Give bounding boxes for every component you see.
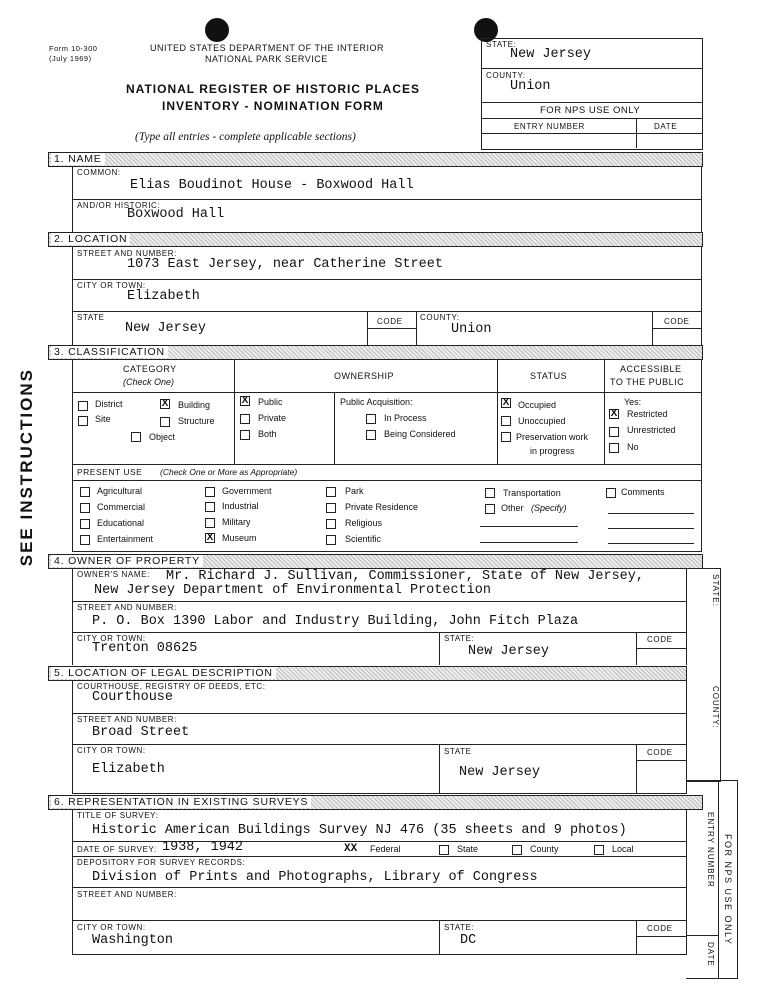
object-checkbox[interactable] [131, 432, 141, 442]
structure-label: Structure [178, 416, 215, 426]
depository-label: DEPOSITORY FOR SURVEY RECORDS: [77, 858, 246, 867]
educational-checkbox[interactable] [80, 519, 90, 529]
city-label: CITY OR TOWN: [77, 281, 146, 290]
date-label: DATE [654, 122, 678, 131]
survey-date: 1938, 1942 [162, 840, 244, 855]
category-header: CATEGORY [123, 364, 177, 374]
legal-street: Broad Street [92, 725, 190, 740]
accessible-header-2: TO THE PUBLIC [610, 377, 685, 387]
state-value: New Jersey [510, 47, 592, 62]
code-label: CODE [377, 317, 403, 326]
scientific-label: Scientific [345, 534, 382, 544]
historic-label: AND/OR HISTORIC: [77, 201, 161, 210]
county-value: Union [510, 79, 551, 94]
industrial-label: Industrial [222, 501, 259, 511]
check-mark: X [241, 395, 249, 406]
preservation-checkbox[interactable] [501, 432, 511, 442]
building-checkbox[interactable] [160, 399, 170, 409]
public-label: Public [258, 397, 283, 407]
county-option-label: County [530, 844, 559, 854]
state-checkbox[interactable] [439, 845, 449, 855]
survey-title-label: TITLE OF SURVEY: [77, 811, 159, 820]
ownership-header: OWNERSHIP [334, 371, 395, 381]
state-label: STATE: [444, 923, 475, 932]
no-label: No [627, 442, 639, 452]
county-label: COUNTY: [486, 71, 526, 80]
entertainment-label: Entertainment [97, 534, 154, 544]
side-county-label: COUNTY: [711, 686, 720, 729]
street-label: STREET AND NUMBER: [77, 603, 177, 612]
survey-state: DC [460, 933, 477, 948]
entry-number-label: ENTRY NUMBER [514, 122, 585, 131]
scientific-checkbox[interactable] [326, 535, 336, 545]
preservation-label-2: in progress [530, 446, 575, 456]
private-residence-checkbox[interactable] [326, 503, 336, 513]
object-label: Object [149, 432, 176, 442]
location-city: Elizabeth [127, 289, 200, 304]
section-classification-header: 3. CLASSIFICATION [48, 345, 703, 360]
common-label: COMMON: [77, 168, 121, 177]
transportation-checkbox[interactable] [485, 488, 495, 498]
courthouse: Courthouse [92, 690, 174, 705]
check-mark: X [610, 408, 618, 419]
commercial-checkbox[interactable] [80, 503, 90, 513]
state-label: STATE: [444, 634, 475, 643]
private-checkbox[interactable] [240, 414, 250, 424]
survey-city: Washington [92, 933, 174, 948]
city-label: CITY OR TOWN: [77, 923, 146, 932]
nps-use-label: FOR NPS USE ONLY [540, 105, 641, 116]
form-number: Form 10-300 [49, 44, 98, 53]
side-nps-use: FOR NPS USE ONLY [723, 834, 733, 946]
district-label: District [95, 399, 123, 409]
county-label: COUNTY: [420, 313, 460, 322]
unrestricted-checkbox[interactable] [609, 427, 619, 437]
section-owner-header: 4. OWNER OF PROPERTY [48, 554, 703, 569]
being-considered-label: Being Considered [384, 429, 456, 439]
local-option-label: Local [612, 844, 634, 854]
agricultural-label: Agricultural [97, 486, 143, 496]
state-label: STATE [77, 313, 105, 322]
owner-street: P. O. Box 1390 Labor and Industry Building, John Fitch Plaza [92, 614, 579, 629]
yes-label: Yes: [624, 397, 642, 407]
preservation-label: Preservation work [516, 432, 589, 442]
private-label: Private [258, 413, 287, 423]
federal-label: Federal [370, 844, 401, 854]
federal-mark: XX [344, 843, 358, 855]
instructions: (Type all entries - complete applicable sections) [135, 131, 356, 143]
owner-name-2: New Jersey Department of Environmental Protection [94, 583, 491, 598]
survey-date-label: DATE OF SURVEY: [77, 845, 157, 854]
site-label: Site [95, 414, 111, 424]
private-residence-label: Private Residence [345, 502, 419, 512]
section-legal-header: 5. LOCATION OF LEGAL DESCRIPTION [48, 666, 687, 681]
owner-name-label: OWNER'S NAME: [77, 570, 150, 579]
check-mark: X [161, 398, 169, 409]
entertainment-checkbox[interactable] [80, 535, 90, 545]
service: NATIONAL PARK SERVICE [205, 54, 328, 64]
unoccupied-checkbox[interactable] [501, 416, 511, 426]
code-label: CODE [647, 924, 673, 933]
accessible-header: ACCESSIBLE [620, 364, 682, 374]
religious-label: Religious [345, 518, 383, 528]
transportation-label: Transportation [503, 488, 561, 498]
being-considered-checkbox[interactable] [366, 430, 376, 440]
side-entry-number: ENTRY NUMBER [706, 812, 715, 888]
occupied-label: Occupied [518, 400, 557, 410]
other-label: Other [501, 503, 524, 513]
state-label: STATE [444, 747, 472, 756]
survey-title: Historic American Buildings Survey NJ 476 (35 sheets and 9 photos) [92, 823, 627, 838]
museum-label: Museum [222, 533, 257, 543]
city-label: CITY OR TOWN: [77, 634, 146, 643]
restricted-checkbox[interactable] [609, 409, 619, 419]
section-name-header: 1. NAME [48, 152, 703, 167]
form-subtitle: INVENTORY - NOMINATION FORM [162, 99, 384, 113]
county-checkbox[interactable] [512, 845, 522, 855]
structure-checkbox[interactable] [160, 417, 170, 427]
check-mark: X [206, 532, 214, 543]
local-checkbox[interactable] [594, 845, 604, 855]
commercial-label: Commercial [97, 502, 146, 512]
restricted-label: Restricted [627, 409, 668, 419]
government-label: Government [222, 486, 272, 496]
comments-checkbox[interactable] [606, 488, 616, 498]
see-instructions: SEE INSTRUCTIONS [17, 368, 36, 567]
form-date: (July 1969) [49, 54, 92, 63]
military-checkbox[interactable] [205, 518, 215, 528]
historic-name: Boxwood Hall [127, 207, 225, 222]
occupied-checkbox[interactable] [501, 398, 511, 408]
punch-hole [205, 18, 229, 42]
building-label: Building [178, 400, 211, 410]
present-use-label: PRESENT USE [77, 467, 143, 477]
religious-checkbox[interactable] [326, 519, 336, 529]
agricultural-checkbox[interactable] [80, 487, 90, 497]
site-checkbox[interactable] [78, 416, 88, 426]
unrestricted-label: Unrestricted [627, 425, 676, 435]
common-name: Elias Boudinot House - Boxwood Hall [130, 178, 414, 193]
educational-label: Educational [97, 518, 145, 528]
side-state-label: STATE: [711, 574, 720, 607]
depository: Division of Prints and Photographs, Library of Congress [92, 870, 538, 885]
comments-label: Comments [621, 487, 665, 497]
both-checkbox[interactable] [240, 430, 250, 440]
museum-checkbox[interactable] [205, 533, 215, 543]
owner-name: Mr. Richard J. Sullivan, Commissioner, State of New Jersey, [166, 569, 644, 584]
park-label: Park [345, 486, 364, 496]
public-acquisition-label: Public Acquisition: [340, 397, 413, 407]
owner-city: Trenton 08625 [92, 641, 198, 656]
district-checkbox[interactable] [78, 401, 88, 411]
side-date: DATE [706, 942, 715, 967]
military-label: Military [222, 517, 251, 527]
unoccupied-label: Unoccupied [518, 416, 566, 426]
government-checkbox[interactable] [205, 487, 215, 497]
in-process-checkbox[interactable] [366, 414, 376, 424]
form-title: NATIONAL REGISTER OF HISTORIC PLACES [126, 82, 421, 96]
no-checkbox[interactable] [609, 443, 619, 453]
courthouse-label: COURTHOUSE, REGISTRY OF DEEDS, ETC: [77, 682, 266, 691]
other-checkbox[interactable] [485, 504, 495, 514]
present-use-note: (Check One or More as Appropriate) [160, 467, 298, 477]
code-label: CODE [664, 317, 690, 326]
both-label: Both [258, 429, 277, 439]
state-label: STATE: [486, 40, 517, 49]
public-checkbox[interactable] [240, 396, 250, 406]
legal-city: Elizabeth [92, 762, 165, 777]
department: UNITED STATES DEPARTMENT OF THE INTERIOR [150, 43, 385, 53]
check-one: (Check One) [123, 377, 175, 387]
location-street: 1073 East Jersey, near Catherine Street [127, 257, 443, 272]
check-mark: X [502, 397, 510, 408]
owner-state: New Jersey [468, 644, 550, 659]
section-location-header: 2. LOCATION [48, 232, 703, 247]
code-label: CODE [647, 635, 673, 644]
section-surveys-header: 6. REPRESENTATION IN EXISTING SURVEYS [48, 795, 703, 810]
location-state: New Jersey [125, 321, 207, 336]
industrial-checkbox[interactable] [205, 502, 215, 512]
state-option-label: State [457, 844, 479, 854]
street-label: STREET AND NUMBER: [77, 890, 177, 899]
specify-label: (Specify) [531, 503, 567, 513]
code-label: CODE [647, 748, 673, 757]
park-checkbox[interactable] [326, 487, 336, 497]
status-header: STATUS [530, 371, 568, 381]
city-label: CITY OR TOWN: [77, 746, 146, 755]
in-process-label: In Process [384, 413, 427, 423]
street-label: STREET AND NUMBER: [77, 249, 177, 258]
location-county: Union [451, 322, 492, 337]
legal-state: New Jersey [459, 765, 541, 780]
street-label: STREET AND NUMBER: [77, 715, 177, 724]
